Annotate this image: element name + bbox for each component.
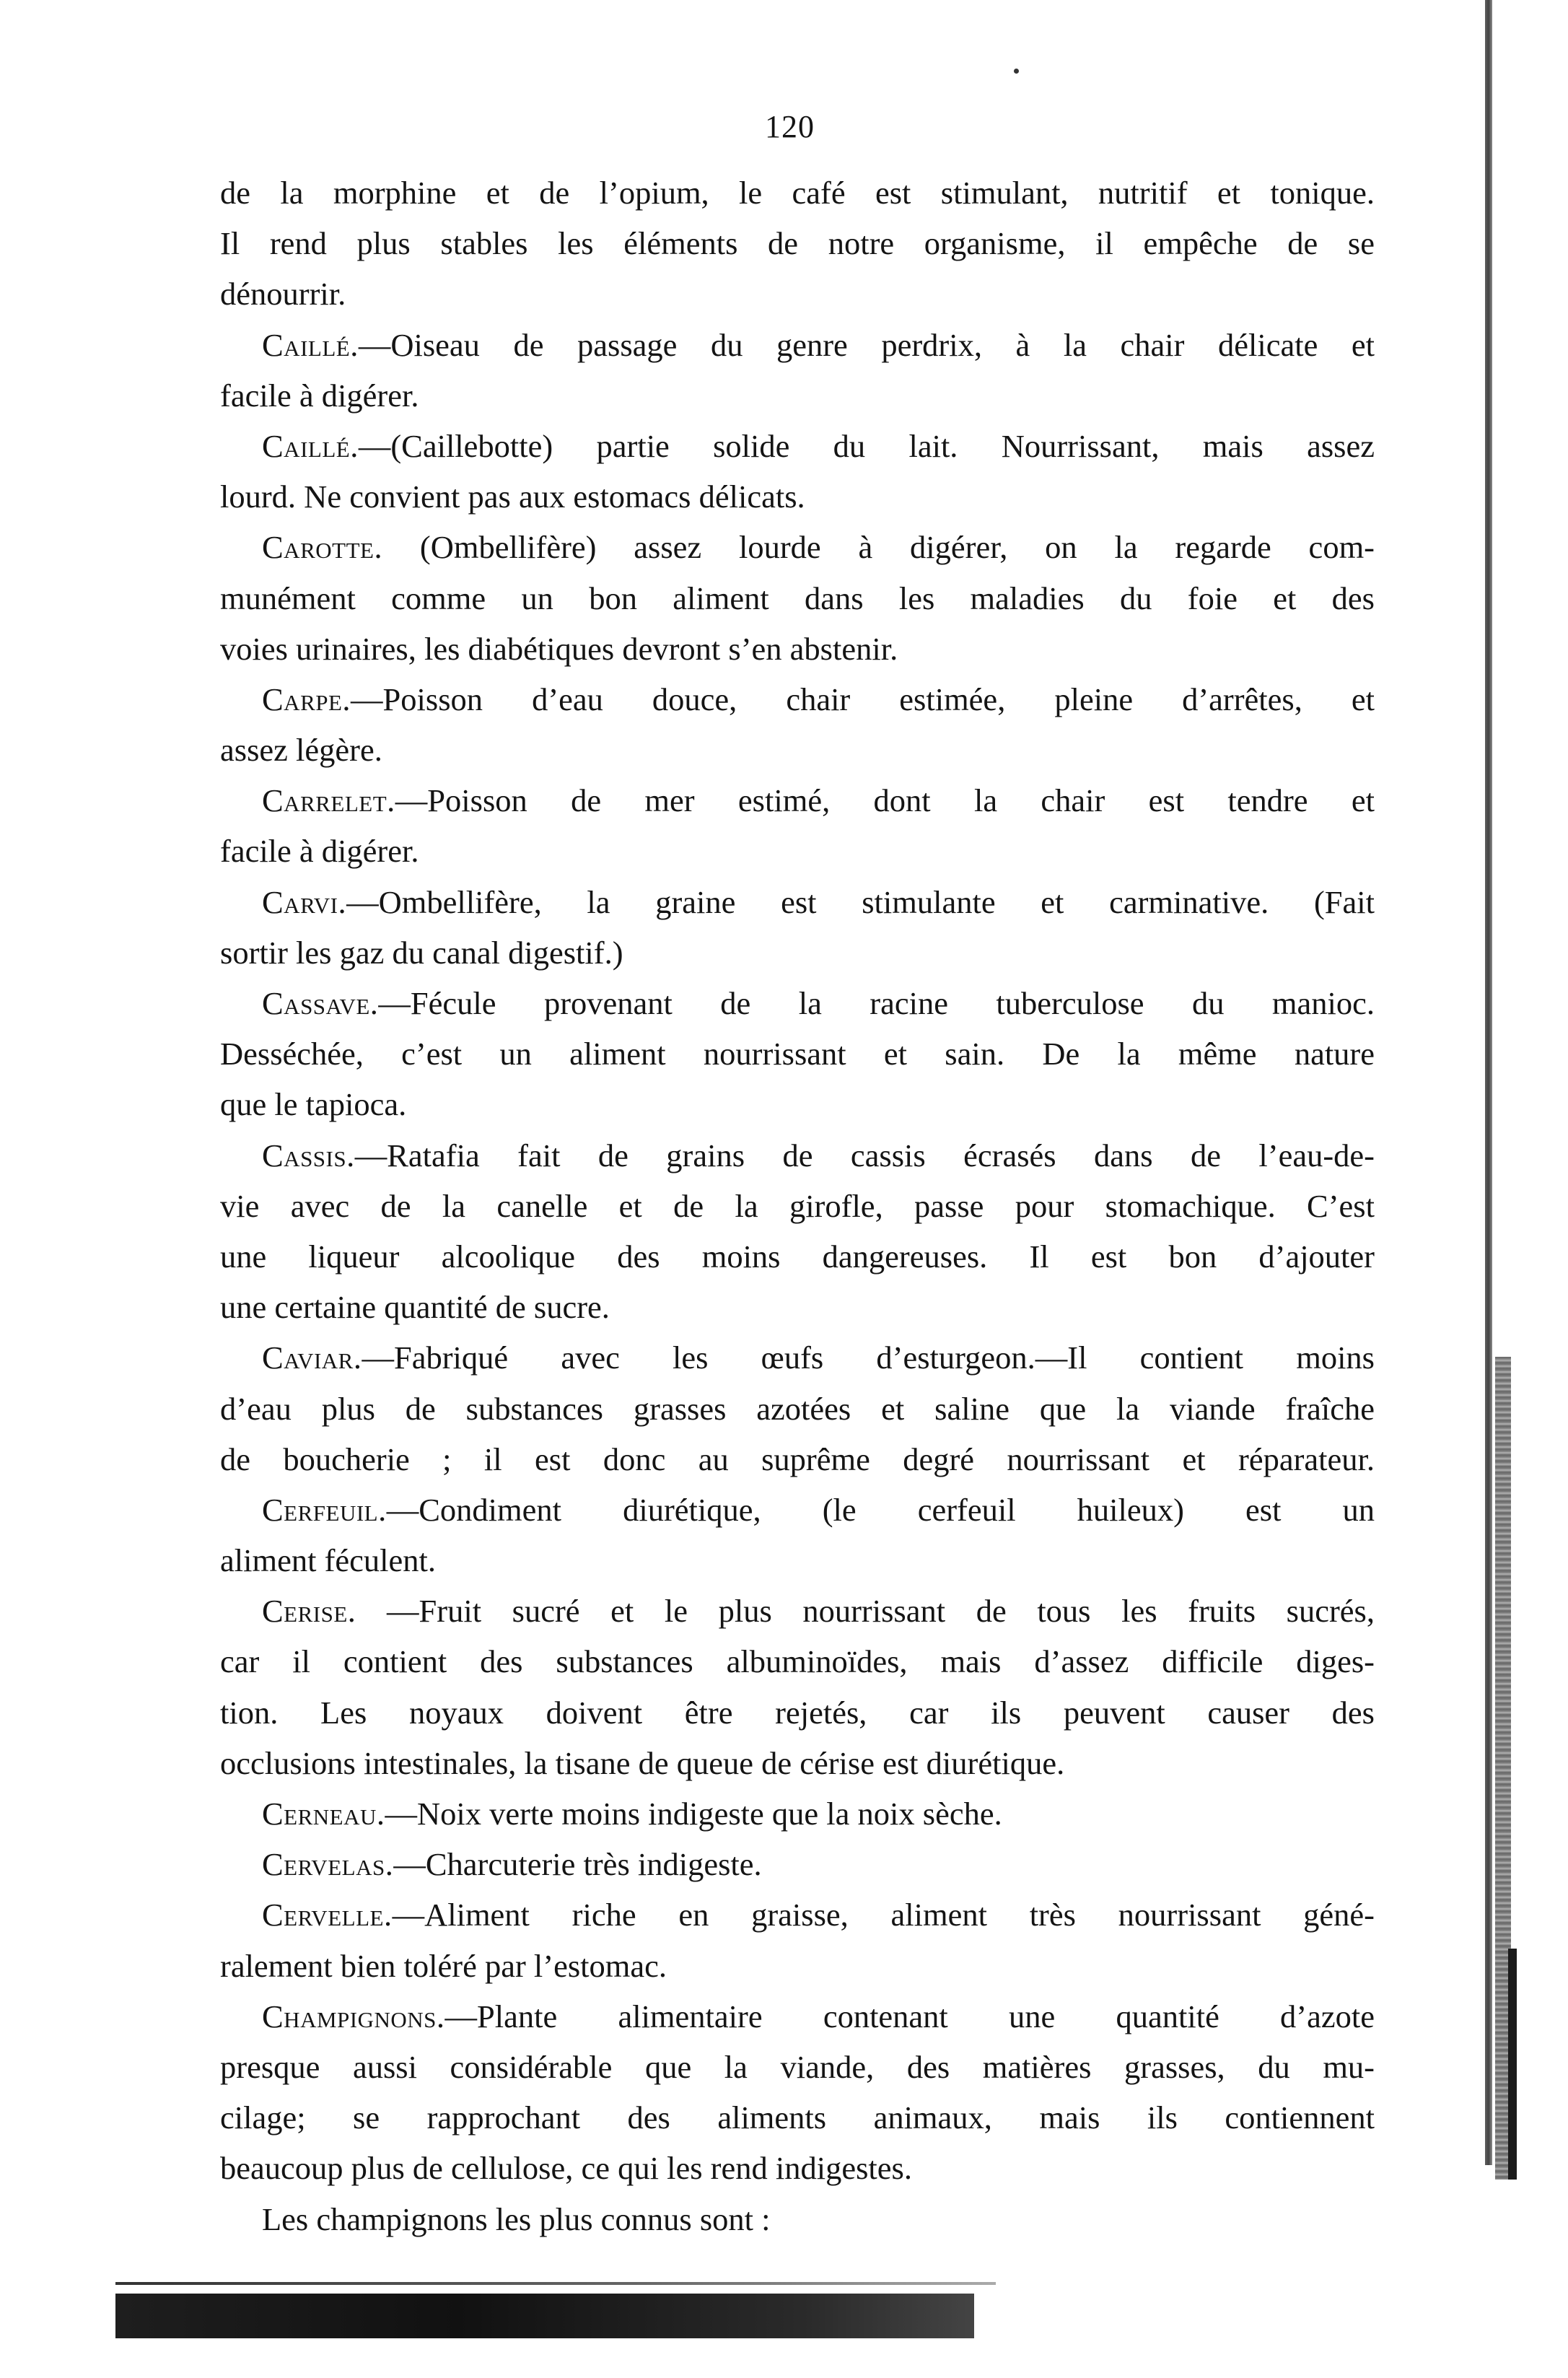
text-line: assez légère. — [220, 732, 382, 769]
entry-text: —Fruit sucré et le plus nourrissant de tous les fruits sucrés, — [356, 1593, 1375, 1630]
text-line — [220, 1788, 1375, 1839]
entry-text: —Oiseau de passage du genre perdrix, à la chair délicate et — [358, 326, 1375, 363]
text-line: Il rend plus stables les éléments de notre organisme, il empêche de se — [220, 225, 1375, 262]
entry-text: —Aliment riche en graisse, aliment très nourrissant géné- — [392, 1897, 1375, 1933]
paragraph-continuation — [220, 167, 1375, 320]
entry-text: —Fabriqué avec les œufs d’esturgeon.—Il contient moins — [362, 1339, 1375, 1376]
text-line: une certaine quantité de sucre. — [220, 1289, 610, 1326]
binding-edge-dark — [1508, 1949, 1517, 2180]
entry-term: Cassis. — [262, 1137, 355, 1173]
print-speck — [1014, 69, 1019, 74]
entry-term: Caillé. — [262, 427, 359, 464]
text-line — [220, 1991, 1375, 2042]
text-line: Desséchée, c’est un aliment nourrissant et sain. De la même nature — [220, 1036, 1375, 1072]
text-line — [220, 775, 1375, 826]
entry-carpe — [220, 674, 1375, 775]
text-line: car il contient des substances albuminoïdes, mais d’assez difficile diges- — [220, 1643, 1375, 1680]
entry-text: —(Caillebotte) partie solide du lait. Nourrissant, mais assez — [358, 427, 1375, 464]
text-line: que le tapioca. — [220, 1086, 407, 1123]
text-line — [220, 1839, 1375, 1889]
entry-term: Cerfeuil. — [262, 1491, 387, 1528]
entry-term: Carpe. — [262, 681, 351, 717]
entry-carvi — [220, 877, 1375, 978]
page-number: 120 — [765, 109, 815, 144]
entry-cervelle — [220, 1889, 1375, 1990]
text-line: d’eau plus de substances grasses azotées et saline que la viande fraîche — [220, 1390, 1375, 1427]
text-line — [220, 1485, 1375, 1535]
text-line: aliment féculent. — [220, 1542, 437, 1579]
entry-term: Cerneau. — [262, 1796, 385, 1832]
text-line: facile à digérer. — [220, 377, 419, 414]
entry-caille-bird — [220, 320, 1375, 421]
entry-text: —Noix verte moins indigeste que la noix sèche. — [385, 1796, 1002, 1832]
entry-cerfeuil — [220, 1485, 1375, 1586]
text-line: munément comme un bon aliment dans les maladies du foie et des — [220, 580, 1375, 616]
text-line: de boucherie ; il est donc au suprême degré nourrissant et réparateur. — [220, 1441, 1375, 1477]
text-line: voies urinaires, les diabétiques devront s’en abstenir. — [220, 630, 898, 667]
entry-text: —Charcuterie très indigeste. — [393, 1846, 762, 1883]
entry-term: Carvi. — [262, 883, 347, 920]
text-line: cilage; se rapprochant des aliments animaux, mais ils contiennent — [220, 2099, 1375, 2136]
bottom-scan-shadow — [115, 2294, 974, 2338]
paragraph-closing — [220, 2194, 1375, 2244]
bottom-scan-line — [115, 2282, 996, 2285]
text-line: facile à digérer. — [220, 833, 419, 870]
page-body — [220, 167, 1375, 2244]
entry-cervelas — [220, 1839, 1375, 1889]
entry-cerise — [220, 1586, 1375, 1788]
text-line: dénourrir. — [220, 276, 346, 312]
text-line — [220, 1130, 1375, 1181]
text-line: beaucoup plus de cellulose, ce qui les rend indigestes. — [220, 2150, 912, 2187]
entry-text: (Ombellifère) assez lourde à digérer, on la regarde com- — [382, 529, 1375, 566]
text-line: une liqueur alcoolique des moins dangereuses. Il est bon d’ajouter — [220, 1238, 1375, 1275]
text-line — [220, 522, 1375, 572]
page-edge-shadow — [1485, 0, 1492, 2165]
text-line: lourd. Ne convient pas aux estomacs délicats. — [220, 478, 805, 515]
text-line — [220, 320, 1375, 370]
text-line: Les champignons les plus connus sont : — [262, 2200, 771, 2237]
entry-term: Carrelet. — [262, 782, 395, 819]
text-line — [220, 877, 1375, 927]
text-line — [220, 674, 1375, 725]
text-line: tion. Les noyaux doivent être rejetés, car ils peuvent causer des — [220, 1694, 1375, 1731]
text-line: presque aussi considérable que la viande, des matières grasses, du mu- — [220, 2048, 1375, 2085]
entry-term: Cervelle. — [262, 1897, 393, 1933]
entry-term: Champignons. — [262, 1998, 445, 2034]
entry-term: Caillé. — [262, 326, 359, 363]
entry-champignons — [220, 1991, 1375, 2194]
text-line: de la morphine et de l’opium, le café est stimulant, nutritif et tonique. — [220, 175, 1375, 211]
entry-term: Caviar. — [262, 1339, 362, 1376]
text-line — [220, 421, 1375, 471]
entry-carrelet — [220, 775, 1375, 876]
entry-text: —Condiment diurétique, (le cerfeuil huileux) est un — [386, 1491, 1375, 1528]
entry-text: —Fécule provenant de la racine tuberculose du manioc. — [378, 985, 1375, 1021]
entry-term: Cassave. — [262, 985, 379, 1021]
entry-cassis — [220, 1130, 1375, 1333]
entry-caille-milk — [220, 421, 1375, 522]
entry-text: —Ratafia fait de grains de cassis écrasés dans de l’eau-de- — [354, 1137, 1375, 1173]
entry-carotte — [220, 522, 1375, 674]
text-line — [220, 1332, 1375, 1383]
entry-term: Carotte. — [262, 529, 383, 566]
text-line — [220, 1586, 1375, 1636]
entry-text: —Poisson d’eau douce, chair estimée, pleine d’arrêtes, et — [351, 681, 1375, 717]
text-line — [220, 1889, 1375, 1940]
entry-cassave — [220, 978, 1375, 1130]
entry-term: Cerise. — [262, 1593, 356, 1630]
text-line: sortir les gaz du canal digestif.) — [220, 934, 623, 971]
text-line — [220, 978, 1375, 1028]
entry-text: —Ombellifère, la graine est stimulante et carminative. (Fait — [346, 883, 1375, 920]
text-line: occlusions intestinales, la tisane de queue de cérise est diurétique. — [220, 1744, 1065, 1781]
entry-caviar — [220, 1332, 1375, 1485]
text-line: vie avec de la canelle et de la girofle, passe pour stomachique. C’est — [220, 1187, 1375, 1224]
entry-cerneau — [220, 1788, 1375, 1839]
entry-term: Cervelas. — [262, 1846, 394, 1883]
text-line: ralement bien toléré par l’estomac. — [220, 1947, 667, 1984]
entry-text: —Plante alimentaire contenant une quantité d’azote — [444, 1998, 1375, 2034]
entry-text: —Poisson de mer estimé, dont la chair est tendre et — [395, 782, 1375, 819]
